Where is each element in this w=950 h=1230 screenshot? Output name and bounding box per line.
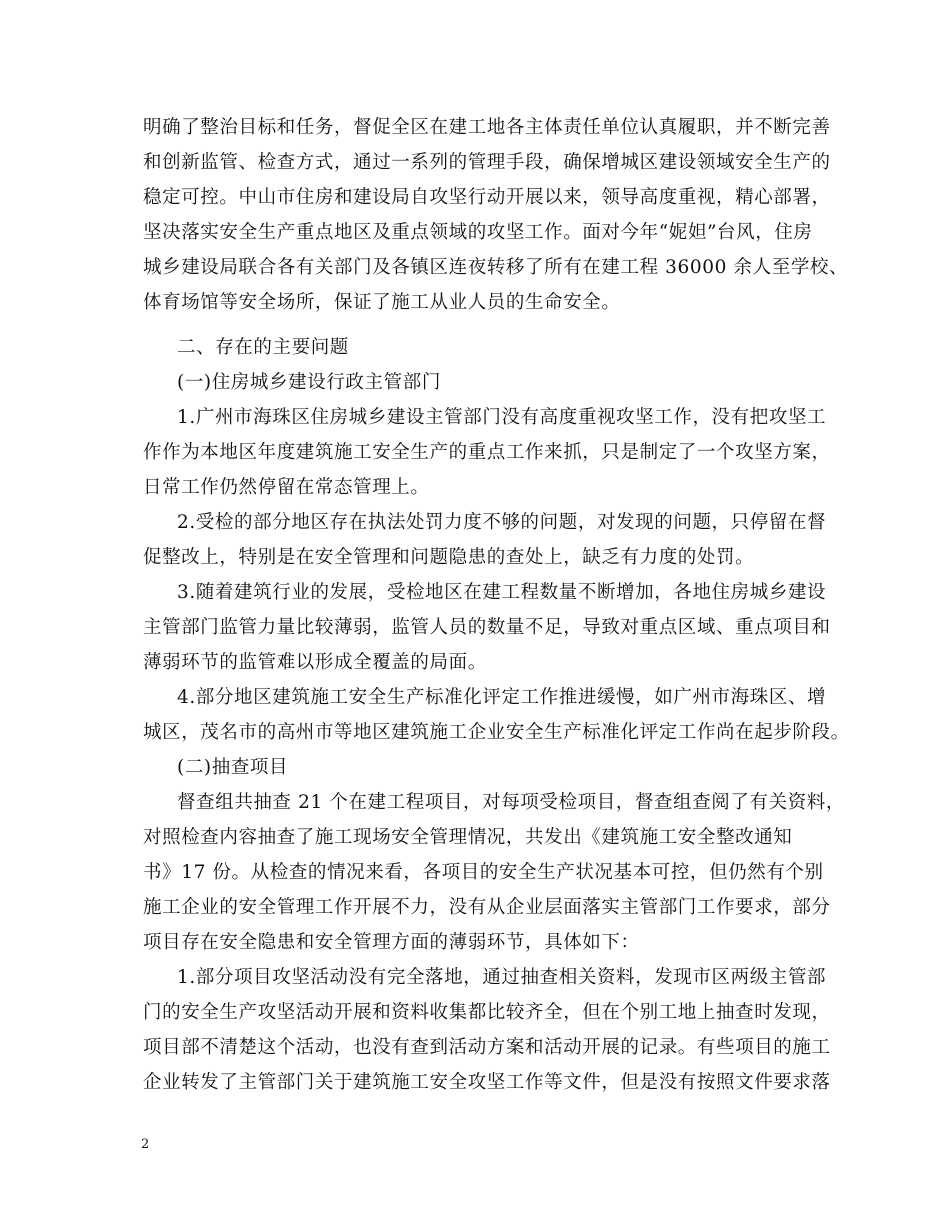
body-text-line: 2.受检的部分地区存在执法处罚力度不够的问题，对发现的问题，只停留在督 bbox=[177, 512, 827, 533]
body-text-line: 和创新监管、检查方式，通过一系列的管理手段，确保增城区建设领域安全生产的 bbox=[143, 152, 831, 173]
body-text-line: 书》17 份。从检查的情况来看，各项目的安全生产状况基本可控，但仍然有个别 bbox=[143, 862, 824, 883]
page-number: 2 bbox=[141, 1137, 150, 1152]
body-text-line: 明确了整治目标和任务，督促全区在建工地各主体责任单位认真履职，并不断完善 bbox=[143, 117, 831, 138]
body-text-line: 体育场馆等安全场所，保证了施工从业人员的生命安全。 bbox=[143, 292, 621, 313]
body-text-line: 督查组共抽查 21 个在建工程项目，对每项受检项目，督查组查阅了有关资料， bbox=[177, 792, 846, 813]
body-text-line: 日常工作仍然停留在常态管理上。 bbox=[143, 477, 430, 498]
body-text-line: 4.部分地区建筑施工安全生产标准化评定工作推进缓慢，如广州市海珠区、增 bbox=[177, 687, 827, 708]
body-text-line: 作作为本地区年度建筑施工安全生产的重点工作来抓，只是制定了一个攻坚方案， bbox=[143, 442, 831, 463]
body-text-line: 门的安全生产攻坚活动开展和资料收集都比较齐全，但在个别工地上抽查时发现， bbox=[143, 1002, 831, 1023]
body-text-line: 施工企业的安全管理工作开展不力，没有从企业层面落实主管部门工作要求，部分 bbox=[143, 897, 831, 918]
subsection-heading: (二)抽查项目 bbox=[177, 757, 289, 778]
body-text-line: 薄弱环节的监管难以形成全覆盖的局面。 bbox=[143, 652, 487, 673]
subsection-heading: (一)住房城乡建设行政主管部门 bbox=[177, 372, 441, 393]
body-text-line: 3.随着建筑行业的发展，受检地区在建工程数量不断增加，各地住房城乡建设 bbox=[177, 582, 827, 603]
body-text-line: 对照检查内容抽查了施工现场安全管理情况，共发出《建筑施工安全整改通知 bbox=[143, 827, 793, 848]
body-text-line: 稳定可控。中山市住房和建设局自攻坚行动开展以来，领导高度重视，精心部署， bbox=[143, 187, 831, 208]
body-text-line: 项目存在安全隐患和安全管理方面的薄弱环节，具体如下： bbox=[143, 932, 640, 953]
body-text-line: 项目部不清楚这个活动，也没有查到活动方案和活动开展的记录。有些项目的施工 bbox=[143, 1037, 831, 1058]
body-text-line: 促整改上，特别是在安全管理和问题隐患的查处上，缺乏有力度的处罚。 bbox=[143, 547, 755, 568]
body-text-line: 主管部门监管力量比较薄弱，监管人员的数量不足，导致对重点区域、重点项目和 bbox=[143, 617, 831, 638]
body-text-line: 1.部分项目攻坚活动没有完全落地，通过抽查相关资料，发现市区两级主管部 bbox=[177, 967, 827, 988]
body-text-line: 1.广州市海珠区住房城乡建设主管部门没有高度重视攻坚工作，没有把攻坚工 bbox=[177, 407, 827, 428]
body-text-line: 城乡建设局联合各有关部门及各镇区连夜转移了所有在建工程 36000 余人至学校、 bbox=[143, 257, 849, 278]
body-text-line: 坚决落实安全生产重点地区及重点领域的攻坚工作。面对今年“妮妲”台风，住房 bbox=[143, 222, 813, 243]
section-heading: 二、存在的主要问题 bbox=[177, 337, 349, 358]
body-text-line: 城区，茂名市的高州市等地区建筑施工企业安全生产标准化评定工作尚在起步阶段。 bbox=[143, 722, 850, 743]
body-text-line: 企业转发了主管部门关于建筑施工安全攻坚工作等文件，但是没有按照文件要求落 bbox=[143, 1072, 831, 1093]
